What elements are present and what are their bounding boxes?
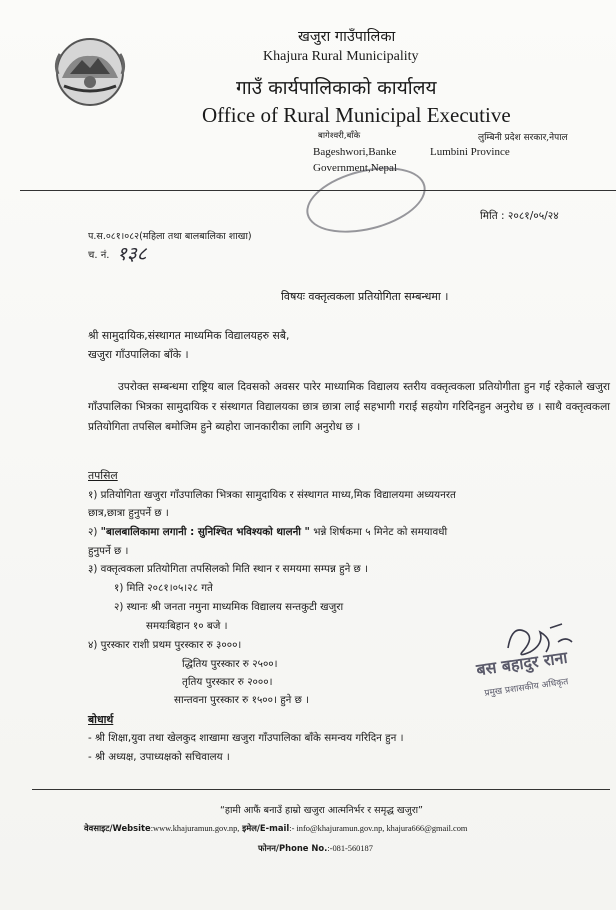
dispatch-label: च. नं.	[88, 250, 110, 261]
phone-value: :-081-560187	[327, 844, 373, 853]
office-title-nepali: गाउँ कार्यपालिकाको कार्यालय	[236, 77, 437, 99]
province-english: Lumbini Province	[430, 146, 510, 158]
tapsil-item-4-line-4: सान्तवना पुरस्कार रु १५००। हुने छ ।	[174, 694, 310, 706]
tapsil-item-3: ३) वक्तृत्वकला प्रतियोगिता तपसिलको मिति स्थान र समयमा सम्पन्न हुने छ ।	[88, 563, 368, 575]
bodharth-line-1: - श्री शिक्षा,युवा तथा खेलकुद शाखामा खजुरा गाँउपालिका बाँके समन्वय गरिदिन हुन ।	[88, 732, 404, 744]
phone-label: फोनन/Phone No.	[258, 843, 328, 853]
addressee-line-1: श्री सामुदायिक,संस्थागत माध्यमिक विद्यालयहरु सबै,	[88, 329, 290, 342]
footer-phone-line	[258, 843, 373, 854]
tapsil-item-2-line-1	[88, 525, 447, 539]
municipality-title-nepali: खजुरा गाउँपालिका	[298, 29, 396, 45]
tapsil-item-2-title: "बालबालिकामा लगानी : सुनिश्चित भविश्यको थालनी "	[100, 526, 310, 538]
tapsil-item-3-venue: २) स्थानः श्री जनता नमुना माध्यमिक विद्यालय सन्तकुटी खजुरा	[114, 601, 344, 613]
letter-date: मिति : २०८१/०५/२४	[480, 210, 559, 222]
tapsil-item-2-line-2: हुनुपर्ने छ ।	[88, 545, 129, 557]
email-label: इमेल/E-mail	[242, 823, 290, 833]
tapsil-heading: तपसिल	[88, 469, 118, 482]
email-value: :- info@khajuramun.gov.np, khajura666@gmail.com	[289, 824, 468, 833]
bodharth-line-2: - श्री अध्यक्ष, उपाध्यक्षको सचिवालय ।	[88, 751, 230, 763]
government-emblem-icon	[52, 34, 128, 110]
footer-contact-line	[84, 823, 467, 834]
signatory-title: प्रमुख प्रशासकीय अधिकृत	[483, 677, 569, 699]
address-nepali: बागेश्वरी,बाँके	[318, 131, 361, 141]
province-nepali: लुम्बिनी प्रदेश सरकार,नेपाल	[478, 133, 568, 143]
header-divider	[20, 190, 616, 191]
tapsil-item-4-line-2: द्धितिय पुरस्कार रु २५००।	[182, 658, 278, 670]
bodharth-heading: बोधार्थ	[88, 713, 114, 726]
addressee-line-2: खजुरा गाँउपालिका बाँके ।	[88, 348, 189, 361]
tapsil-item-1-line-1: १) प्रतियोगिता खजुरा गाँउपालिका भित्रका सामुदायिक र संस्थागत माध्य,मिक विद्यालयमा अध्ययनरत	[88, 489, 456, 501]
tapsil-item-3-date: १) मिति २०८१।०५।२८ गते	[114, 582, 213, 594]
dispatch-number: १३८	[117, 243, 147, 265]
fiscal-year-reference: प.स.०८१।०८२(महिला तथा बालबालिका शाखा)	[88, 231, 252, 242]
address-line-1: Bageshwori,Banke	[313, 146, 397, 158]
footer-divider	[32, 789, 610, 790]
office-title-english: Office of Rural Municipal Executive	[202, 103, 511, 127]
address-line-2: Government,Nepal	[313, 162, 397, 174]
website-value: :www.khajuramun.gov.np,	[150, 824, 240, 833]
signatory-name: बस बहादुर राना	[475, 647, 569, 680]
tapsil-item-2-rest: भन्ने शिर्षकमा ५ मिनेट को समयावधी	[313, 526, 448, 538]
website-label: वेवसाइट/Website	[84, 823, 151, 833]
tapsil-item-1-line-2: छात्र,छात्रा हुनुपर्ने छ ।	[88, 507, 169, 519]
letter-subject: विषयः वक्तृत्वकला प्रतियोगिता सम्बन्धमा ।	[281, 290, 449, 303]
tapsil-item-4-line-1: ४) पुरस्कार राशी प्रथम पुरस्कार रु ३०००।	[88, 639, 242, 651]
tapsil-item-3-time: समयःबिहान १० बजे ।	[146, 620, 228, 632]
municipality-title-english: Khajura Rural Municipality	[263, 49, 419, 64]
footer-slogan: “हामी आफैं बनाउँ हाम्रो खजुरा आत्मनिर्भर र समृद्ध खजुरा”	[220, 805, 423, 816]
tapsil-item-2-prefix: २)	[88, 526, 98, 538]
body-paragraph: उपरोक्त सम्बन्धमा राष्ट्रिय बाल दिवसको अवसर पारेर माध्यामिक विद्यालय स्तरीय वक्तृत्वकला प्रतियोगीता हुन गई रहेकाले खजुरा गाँउपालिका भित्रका सामुदायिक र संस्थागत विद्यालयका छात्र छात्रा लाई सहभागी गराई सहयोग गरिदिनहुन अनुरोध छ । साथै वक्तृत्वकला प्रतियोगिता तपसिल बमोजिम हुने ब्यहोरा जानकारीका लागि अनुरोध छ ।	[88, 381, 610, 433]
tapsil-item-4-line-3: तृतिय पुरस्कार रु २०००।	[182, 676, 273, 688]
